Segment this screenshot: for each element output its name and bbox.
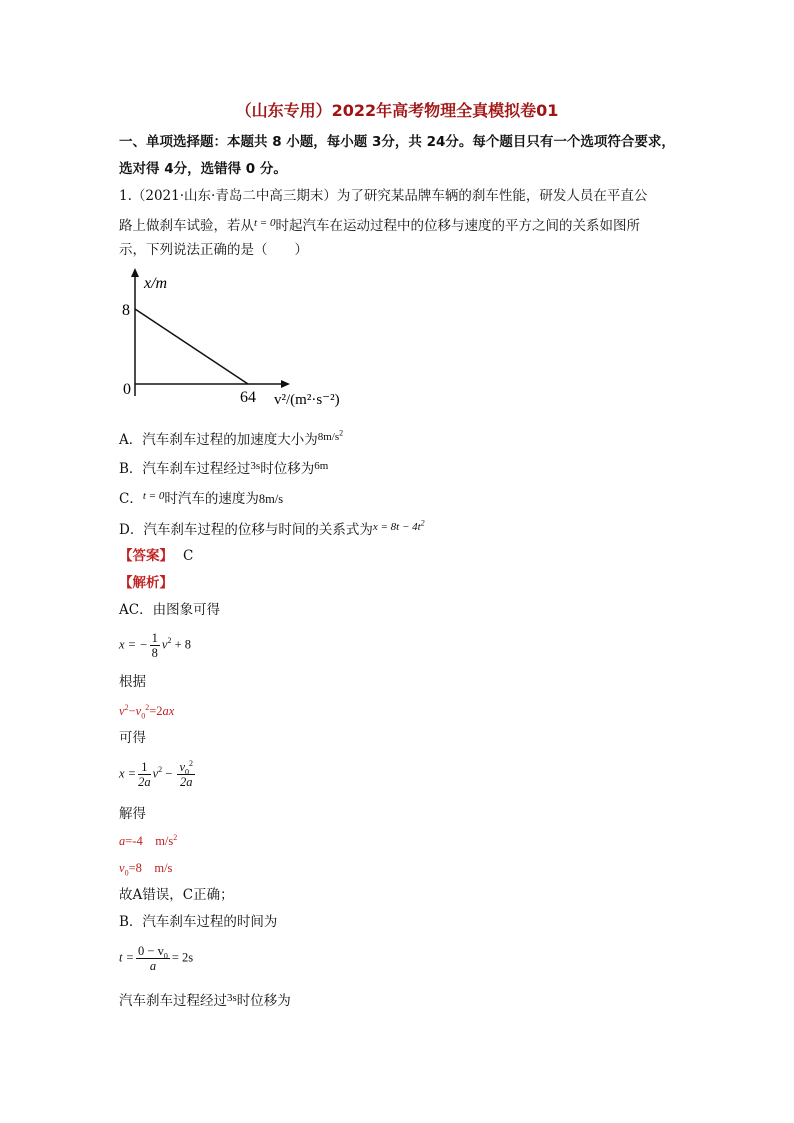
y-axis-arrow — [131, 268, 139, 277]
question-line2 — [119, 214, 640, 235]
answer-value: C — [183, 548, 194, 564]
equation-3: x = $\frac{1}{2a}$ $v^2$ − $\frac{v_0^2}{2a}$ — [119, 758, 194, 789]
section-header-line1: 一、单项选择题：本题共 8 小题，每小题 3分，共 24分。每个题目只有一个选项符合要求， — [119, 134, 675, 150]
option-d-math: x = 8t − 4t2 — [372, 518, 425, 533]
analysis-last-line: 汽车刹车过程经过$^{3s}$时位移为 — [119, 992, 291, 1009]
question-text: 路上做刹车试验，若从 — [119, 218, 254, 234]
equation-2: $v^2-v_0^2=2ax$ — [119, 702, 175, 721]
option-b-math1: 3s — [250, 460, 261, 472]
x-axis-arrow — [281, 380, 290, 388]
option-c-mid: 时汽车的速度为 — [164, 491, 259, 507]
answer-row — [119, 547, 193, 565]
option-d — [119, 518, 425, 539]
analysis-label: 【解析】 — [119, 575, 173, 591]
math-t0: t = 0 — [254, 217, 276, 229]
y-axis-label: x/m — [144, 275, 168, 292]
option-c-prefix: C． — [119, 491, 143, 507]
equation-1: x = − $\frac{1}{8}$ $v^2 + 8$ — [119, 631, 192, 660]
analysis-b-intro: B．汽车刹车过程的时间为 — [119, 914, 278, 930]
analysis-kede: 可得 — [119, 730, 146, 746]
question-text-cont: 时起汽车在运动过程中的位移与速度的平方之间的关系如图所 — [275, 218, 640, 234]
origin-label: 0 — [123, 381, 131, 398]
option-b — [119, 457, 328, 478]
question-line1: 1.（2021·山东·青岛二中高三期末）为了研究某品牌车辆的刹车性能，研发人员在平直公 — [119, 188, 648, 204]
y-intercept-label: 8 — [122, 302, 130, 319]
x-axis-label: v²/(m²·s⁻²) — [274, 392, 340, 408]
answer-label: 【答案】 — [119, 548, 173, 564]
option-a — [119, 428, 343, 449]
option-c-math2: 8m/s — [258, 492, 284, 506]
question-line3: 示，下列说法正确的是（ ） — [119, 242, 308, 258]
analysis-genju: 根据 — [119, 674, 146, 690]
result-a: a=-4 $m/s^2$ — [119, 832, 178, 848]
data-line — [135, 309, 248, 384]
option-a-text: A．汽车刹车过程的加速度大小为 — [119, 432, 318, 448]
analysis-jiede: 解得 — [119, 806, 146, 822]
x-intercept-label: 64 — [240, 389, 256, 406]
option-a-math: 8m/s2 — [317, 428, 344, 443]
x-v2-graph — [118, 268, 368, 418]
option-b-math2: 6m — [314, 460, 329, 472]
section-header-line2: 选对得 4分，选错得 0 分。 — [119, 161, 287, 177]
option-b-text: B．汽车刹车过程经过 — [119, 461, 251, 477]
page-title: （山东专用）2022年高考物理全真模拟卷01 — [235, 101, 559, 120]
option-c-math1: t = 0 — [142, 490, 165, 502]
result-v0: $v_0=8$ m/s — [119, 861, 173, 878]
analysis-conclusion: 故A错误，C正确； — [119, 887, 234, 903]
option-c — [119, 487, 283, 508]
option-b-mid: 时位移为 — [260, 461, 315, 477]
analysis-ac-intro: AC．由图象可得 — [119, 602, 221, 618]
option-d-text: D．汽车刹车过程的位移与时间的关系式为 — [119, 522, 373, 538]
equation-4: t = $\frac{0 - v_0}{a}$ = 2s — [119, 944, 194, 973]
